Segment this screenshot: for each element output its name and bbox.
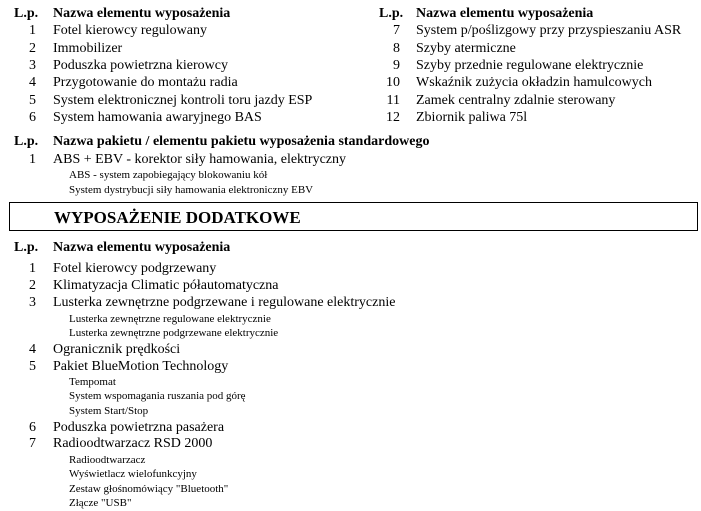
lp-cell: 3 [29, 295, 36, 310]
item-name: System hamowania awaryjnego BAS [53, 110, 262, 125]
sub-item: Zestaw głośnomówiący "Bluetooth" [69, 483, 229, 495]
lp-cell: 7 [29, 436, 36, 451]
package-name-header: Nazwa pakietu / elementu pakietu wyposażenia standardowego [53, 134, 430, 149]
item-name: Pakiet BlueMotion Technology [53, 359, 229, 374]
name-header: Nazwa elementu wyposażenia [53, 6, 231, 21]
package-sub-item: ABS - system zapobiegający blokowaniu kół [69, 169, 268, 181]
lp-cell: 2 [29, 41, 36, 56]
lp-cell: 6 [29, 420, 36, 435]
item-name: System p/poślizgowy przy przyspieszaniu ASR [416, 23, 682, 38]
sub-item: Lusterka zewnętrzne podgrzewane elektrycznie [69, 327, 279, 339]
item-name: Przygotowanie do montażu radia [53, 75, 238, 90]
item-name: Klimatyzacja Climatic półautomatyczna [53, 278, 279, 293]
lp-cell: 3 [29, 58, 36, 73]
lp-cell: 2 [29, 278, 36, 293]
item-name: Ogranicznik prędkości [53, 342, 181, 357]
lp-header: L.p. [14, 240, 39, 255]
section-title: WYPOSAŻENIE DODATKOWE [54, 208, 301, 227]
item-name: Fotel kierowcy regulowany [53, 23, 207, 38]
lp-header: L.p. [14, 134, 39, 149]
item-name: Lusterka zewnętrzne podgrzewane i regulowane elektrycznie [53, 295, 396, 310]
sub-item: Lusterka zewnętrzne regulowane elektrycznie [69, 313, 271, 325]
lp-cell: 7 [393, 23, 400, 38]
item-name: Zbiornik paliwa 75l [416, 110, 528, 125]
lp-cell: 4 [29, 75, 36, 90]
item-name: Szyby atermiczne [416, 41, 516, 56]
lp-cell: 8 [393, 41, 400, 56]
lp-cell: 5 [29, 359, 36, 374]
lp-cell: 11 [386, 93, 400, 108]
lp-cell: 4 [29, 342, 36, 357]
lp-cell: 12 [386, 110, 400, 125]
sub-item: System wspomagania ruszania pod górę [69, 390, 246, 402]
section-banner [9, 202, 698, 231]
item-name: Zamek centralny zdalnie sterowany [416, 93, 616, 108]
package-name: ABS + EBV - korektor siły hamowania, elektryczny [53, 152, 347, 167]
item-name: Fotel kierowcy podgrzewany [53, 261, 217, 276]
lp-cell: 1 [29, 261, 36, 276]
lp-cell: 5 [29, 93, 36, 108]
lp-cell: 10 [386, 75, 400, 90]
item-name: System elektronicznej kontroli toru jazdy ESP [53, 93, 313, 108]
name-header: Nazwa elementu wyposażenia [416, 6, 594, 21]
item-name: Immobilizer [53, 41, 123, 56]
lp-cell: 9 [393, 58, 400, 73]
item-name: Poduszka powietrzna kierowcy [53, 58, 228, 73]
lp-cell: 1 [29, 23, 36, 38]
lp-cell: 6 [29, 110, 36, 125]
item-name: Poduszka powietrzna pasażera [53, 420, 225, 435]
item-name: Radioodtwarzacz RSD 2000 [53, 436, 213, 451]
item-name: Wskaźnik zużycia okładzin hamulcowych [416, 75, 652, 90]
sub-item: Wyświetlacz wielofunkcyjny [69, 468, 197, 480]
sub-item: Radioodtwarzacz [69, 454, 146, 466]
lp-header: L.p. [379, 6, 404, 21]
lp-cell: 1 [29, 152, 36, 167]
sub-item: Złącze "USB" [69, 497, 132, 509]
name-header: Nazwa elementu wyposażenia [53, 240, 231, 255]
sub-item: System Start/Stop [69, 405, 149, 417]
lp-header: L.p. [14, 6, 39, 21]
sub-item: Tempomat [69, 376, 116, 388]
item-name: Szyby przednie regulowane elektrycznie [416, 58, 644, 73]
package-sub-item: System dystrybucji siły hamowania elektroniczny EBV [69, 184, 314, 196]
